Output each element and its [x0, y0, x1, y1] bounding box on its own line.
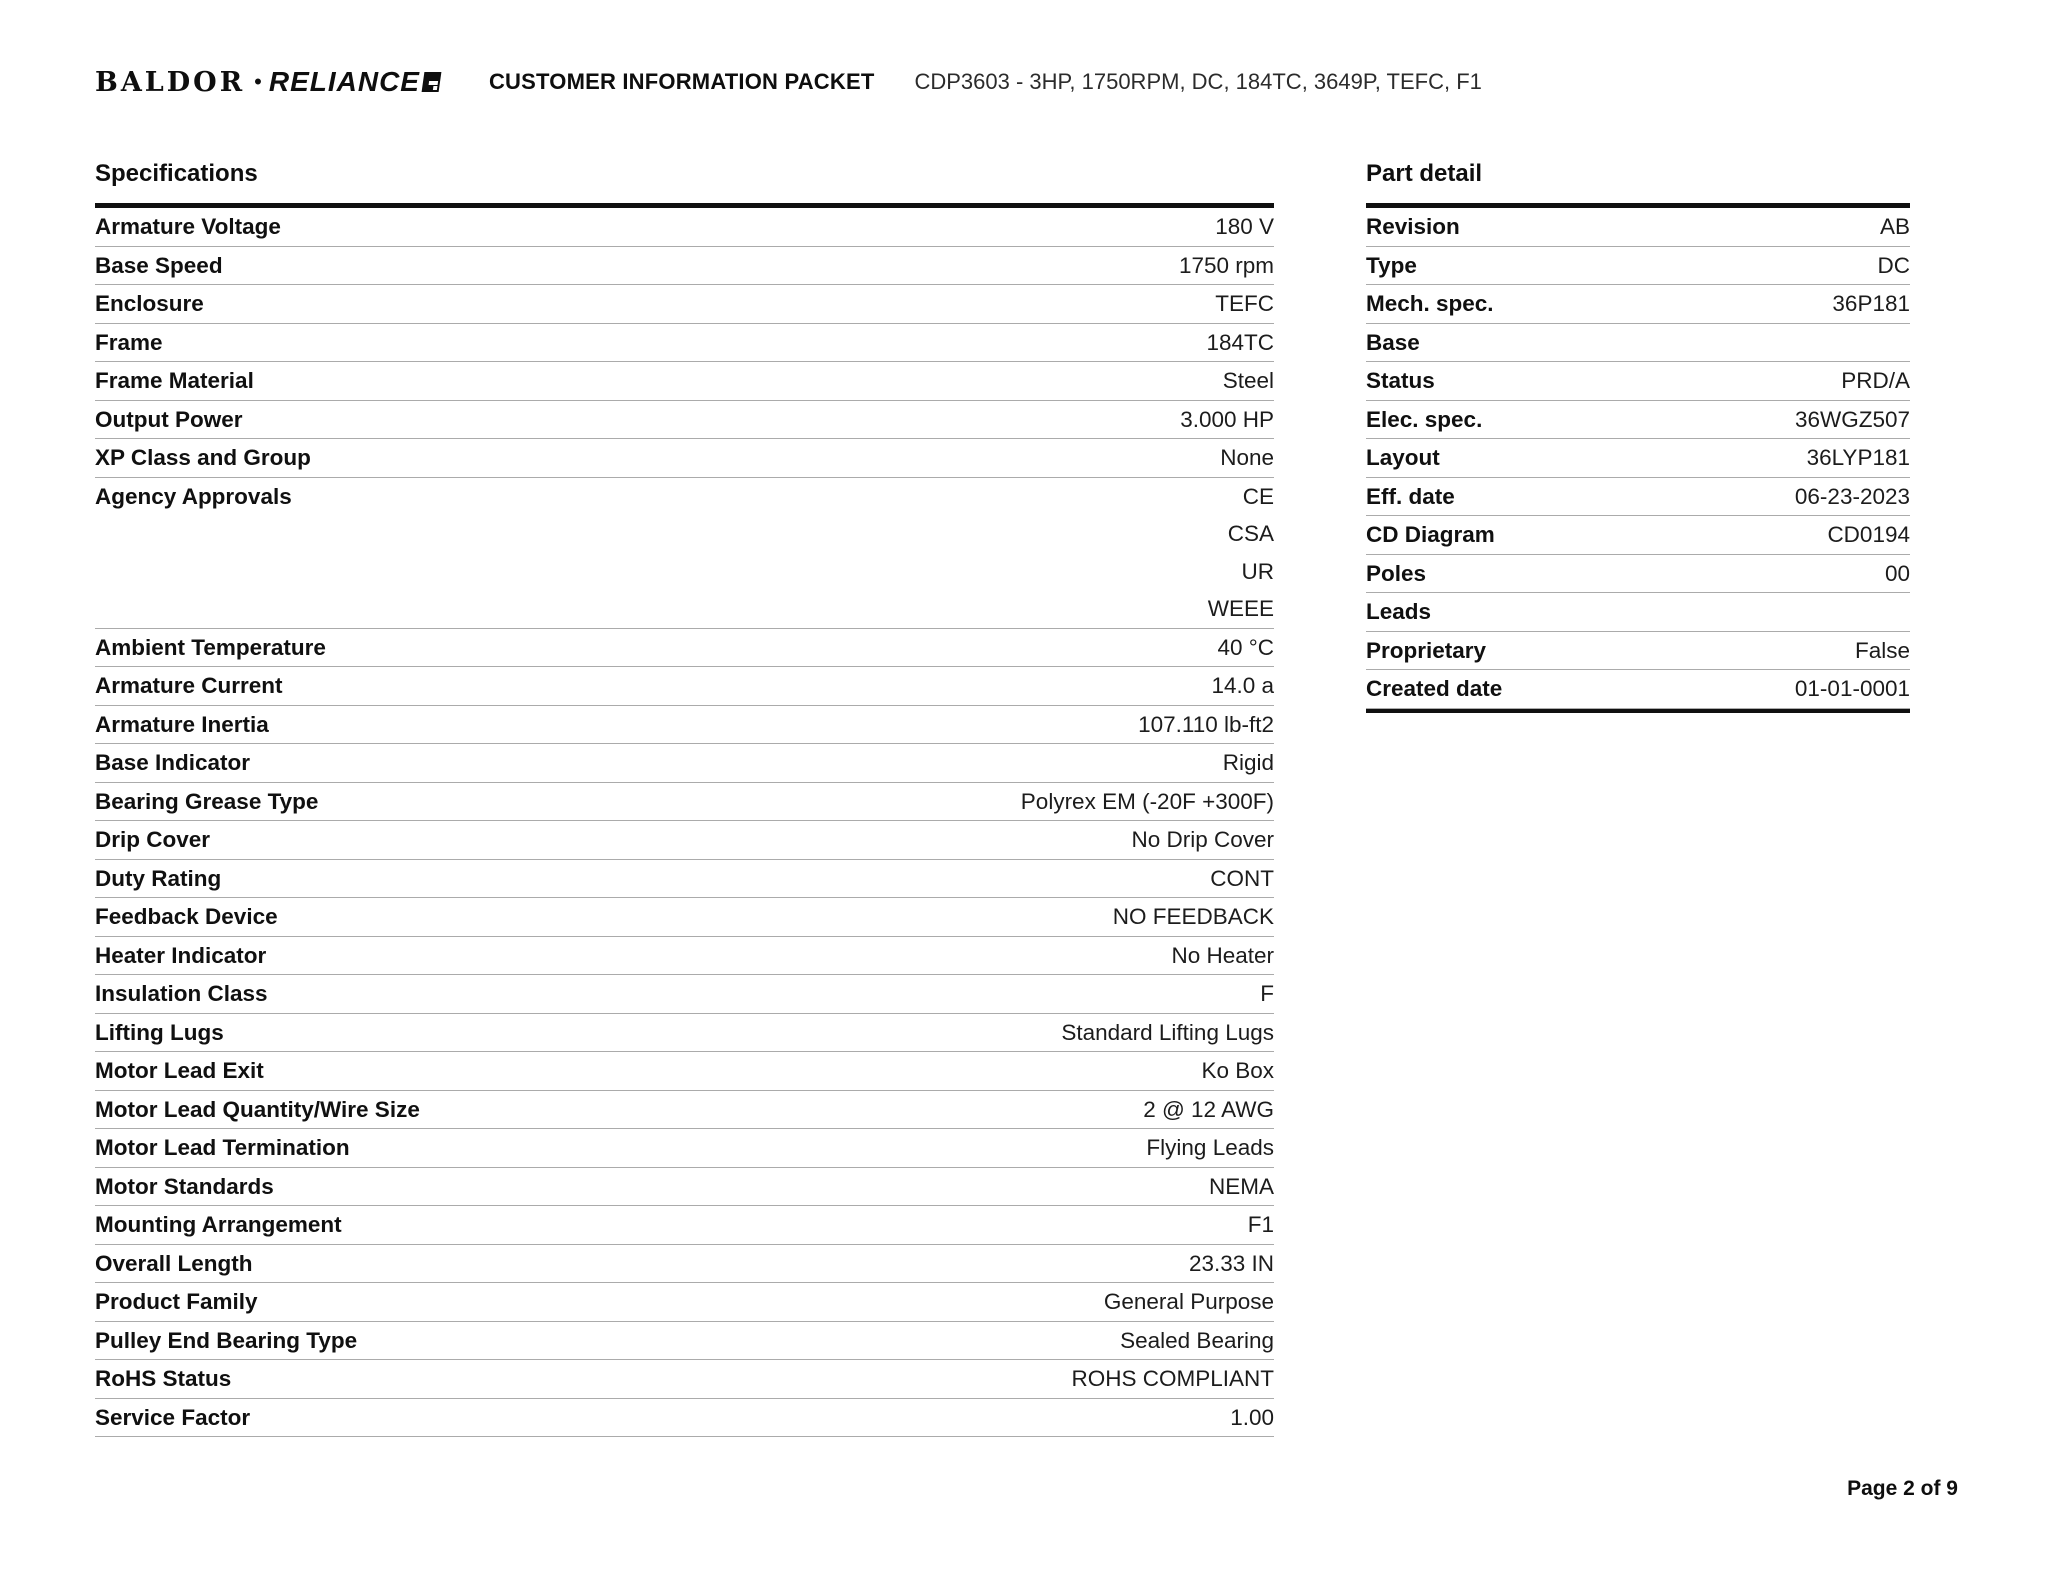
part-detail-row [1366, 285, 1910, 324]
spec-row [95, 1129, 1274, 1168]
part-detail-row [1366, 247, 1910, 286]
spec-row-value: CONT [1210, 865, 1274, 891]
spec-row [95, 362, 1274, 401]
spec-row-label: Product Family [95, 1289, 258, 1314]
spec-row-value: No Heater [1171, 942, 1274, 968]
part-detail-row [1366, 632, 1910, 671]
part-detail-row-value: False [1854, 637, 1910, 663]
spec-row-label: Service Factor [95, 1404, 251, 1430]
spec-row-value: Steel [1222, 368, 1274, 393]
spec-row-label: XP Class and Group [95, 445, 311, 470]
spec-row-label: Feedback Device [95, 904, 278, 929]
spec-row [95, 706, 1274, 745]
spec-row-value: 1.00 [1230, 1404, 1274, 1430]
spec-row-label: Duty Rating [95, 865, 222, 891]
part-detail-row-value: 36WGZ507 [1794, 406, 1910, 432]
part-detail-row-value: DC [1877, 252, 1910, 278]
spec-row [95, 1322, 1274, 1361]
spec-row-value: Polyrex EM (-20F +300F) [1020, 788, 1274, 814]
spec-row-label: Mounting Arrangement [95, 1212, 342, 1237]
spec-row [95, 247, 1274, 286]
part-detail-row-label: Layout [1366, 445, 1440, 470]
document-title: CUSTOMER INFORMATION PACKET [488, 69, 875, 94]
spec-row-value: F [1260, 981, 1274, 1006]
part-detail-row-label: Created date [1366, 676, 1503, 701]
spec-row-label: Drip Cover [95, 827, 211, 852]
part-detail-row-label: Eff. date [1366, 483, 1455, 509]
page-number: Page 2 of 9 [1847, 1477, 1958, 1500]
part-detail-row-value: PRD/A [1841, 368, 1910, 393]
spec-row [95, 285, 1274, 324]
part-detail-title: Part detail [1366, 160, 1483, 187]
spec-row-label: Base Indicator [95, 750, 251, 775]
part-detail-row-value: 36P181 [1832, 291, 1910, 316]
part-detail-row [1366, 555, 1910, 594]
spec-row [95, 744, 1274, 783]
spec-row [95, 629, 1274, 668]
spec-row-value: F1 [1247, 1212, 1274, 1237]
spec-row [95, 898, 1274, 937]
spec-row [95, 1091, 1274, 1130]
spec-row-value: CE CSA UR WEEE [1207, 483, 1274, 621]
spec-row [95, 208, 1274, 247]
spec-row-label: Motor Lead Termination [95, 1135, 350, 1160]
part-detail-row-label: Base [1366, 329, 1420, 355]
spec-row [95, 937, 1274, 976]
spec-row-value: General Purpose [1103, 1289, 1274, 1314]
spec-row-label: Frame Material [95, 368, 254, 393]
spec-row-label: Insulation Class [95, 981, 268, 1006]
spec-row-label: Lifting Lugs [95, 1019, 224, 1045]
logo-reliance-text: RELIANCE [268, 66, 420, 97]
part-detail-row [1366, 324, 1910, 363]
header [95, 66, 1968, 98]
part-detail-row-label: Leads [1366, 599, 1432, 624]
spec-row-label: Enclosure [95, 291, 204, 316]
spec-row [95, 1206, 1274, 1245]
part-detail-row [1366, 208, 1910, 247]
part-detail-row-label: Mech. spec. [1366, 291, 1494, 316]
spec-row [95, 1168, 1274, 1207]
part-detail-row-label: Poles [1366, 560, 1427, 586]
spec-row-value: 40 °C [1217, 634, 1274, 660]
spec-row-label: Armature Current [95, 673, 283, 698]
part-detail-table [1366, 203, 1910, 713]
part-detail-row-value: 36LYP181 [1806, 445, 1910, 470]
part-detail-row-value: 01-01-0001 [1794, 676, 1910, 701]
spec-row-value: Rigid [1222, 750, 1274, 775]
part-detail-row-label: Revision [1366, 214, 1460, 239]
spec-row-label: Armature Inertia [95, 711, 269, 737]
part-detail-row [1366, 516, 1910, 555]
spec-row [95, 1360, 1274, 1399]
spec-row [95, 783, 1274, 822]
part-detail-row-label: Status [1366, 368, 1435, 393]
spec-row-label: Motor Standards [95, 1173, 274, 1199]
spec-row-label: Pulley End Bearing Type [95, 1327, 358, 1353]
document-subtitle: CDP3603 - 3HP, 1750RPM, DC, 184TC, 3649P, TEFC, F1 [914, 69, 1482, 94]
spec-row-value: 14.0 a [1211, 673, 1274, 698]
spec-row-value: Ko Box [1201, 1058, 1274, 1083]
logo-dot-separator: • [254, 69, 262, 94]
part-detail-row-value: AB [1879, 214, 1910, 239]
specifications-section [95, 160, 1274, 1437]
spec-row [95, 860, 1274, 899]
part-detail-row-label: Proprietary [1366, 637, 1487, 663]
spec-row-value: No Drip Cover [1131, 827, 1274, 852]
part-detail-row-label: CD Diagram [1366, 522, 1495, 547]
spec-row-value: 180 V [1215, 214, 1274, 239]
part-detail-row-label: Type [1366, 252, 1417, 278]
spec-row-value: TEFC [1215, 291, 1274, 316]
logo-baldor-text: BALDOR [95, 66, 246, 98]
spec-row-label: RoHS Status [95, 1366, 232, 1391]
spec-row [95, 1283, 1274, 1322]
spec-row [95, 975, 1274, 1014]
spec-row-value: Sealed Bearing [1120, 1327, 1274, 1353]
spec-row-label: Base Speed [95, 252, 223, 278]
part-detail-row [1366, 593, 1910, 632]
spec-row [95, 1399, 1274, 1438]
spec-row-value: Flying Leads [1146, 1135, 1274, 1160]
spec-row-label: Motor Lead Quantity/Wire Size [95, 1096, 420, 1122]
spec-row-value: Standard Lifting Lugs [1061, 1019, 1274, 1045]
spec-row [95, 821, 1274, 860]
spec-row-value: NEMA [1208, 1173, 1274, 1199]
spec-row-value: 2 @ 12 AWG [1143, 1096, 1274, 1122]
spec-row [95, 401, 1274, 440]
spec-row-value: NO FEEDBACK [1112, 904, 1274, 929]
spec-row-label: Armature Voltage [95, 214, 281, 239]
spec-row [95, 478, 1274, 629]
spec-row [95, 439, 1274, 478]
spec-row-value: 107.110 lb-ft2 [1138, 711, 1274, 737]
spec-row [95, 1245, 1274, 1284]
part-detail-row [1366, 478, 1910, 517]
spec-row-value: 184TC [1206, 329, 1274, 355]
spec-row-value: 1750 rpm [1178, 252, 1274, 278]
spec-row-label: Ambient Temperature [95, 634, 326, 660]
spec-row-value: 23.33 IN [1188, 1250, 1274, 1276]
spec-row-value: 3.000 HP [1180, 406, 1274, 432]
specifications-title: Specifications [95, 160, 258, 187]
spec-row-label: Agency Approvals [95, 483, 292, 509]
baldor-reliance-logo [95, 66, 440, 98]
spec-row-value: ROHS COMPLIANT [1071, 1366, 1274, 1391]
spec-row-label: Heater Indicator [95, 942, 267, 968]
part-detail-row-value: 00 [1884, 560, 1910, 586]
part-detail-row [1366, 670, 1910, 709]
spec-row-label: Motor Lead Exit [95, 1058, 264, 1083]
spec-row-label: Output Power [95, 406, 243, 432]
part-detail-section [1366, 160, 1910, 713]
spec-row-label: Frame [95, 329, 163, 355]
part-detail-row-value: 06-23-2023 [1794, 483, 1910, 509]
specifications-table [95, 203, 1274, 1437]
spec-row-value: None [1220, 445, 1274, 470]
spec-row-label: Bearing Grease Type [95, 788, 319, 814]
spec-row [95, 1052, 1274, 1091]
part-detail-row-value: CD0194 [1827, 522, 1910, 547]
spec-row-label: Overall Length [95, 1250, 253, 1276]
part-detail-row-label: Elec. spec. [1366, 406, 1483, 432]
spec-row [95, 667, 1274, 706]
spec-row [95, 324, 1274, 363]
part-detail-row [1366, 362, 1910, 401]
part-detail-row [1366, 439, 1910, 478]
spec-row [95, 1014, 1274, 1053]
reliance-mark-icon [422, 72, 442, 92]
part-detail-row [1366, 401, 1910, 440]
